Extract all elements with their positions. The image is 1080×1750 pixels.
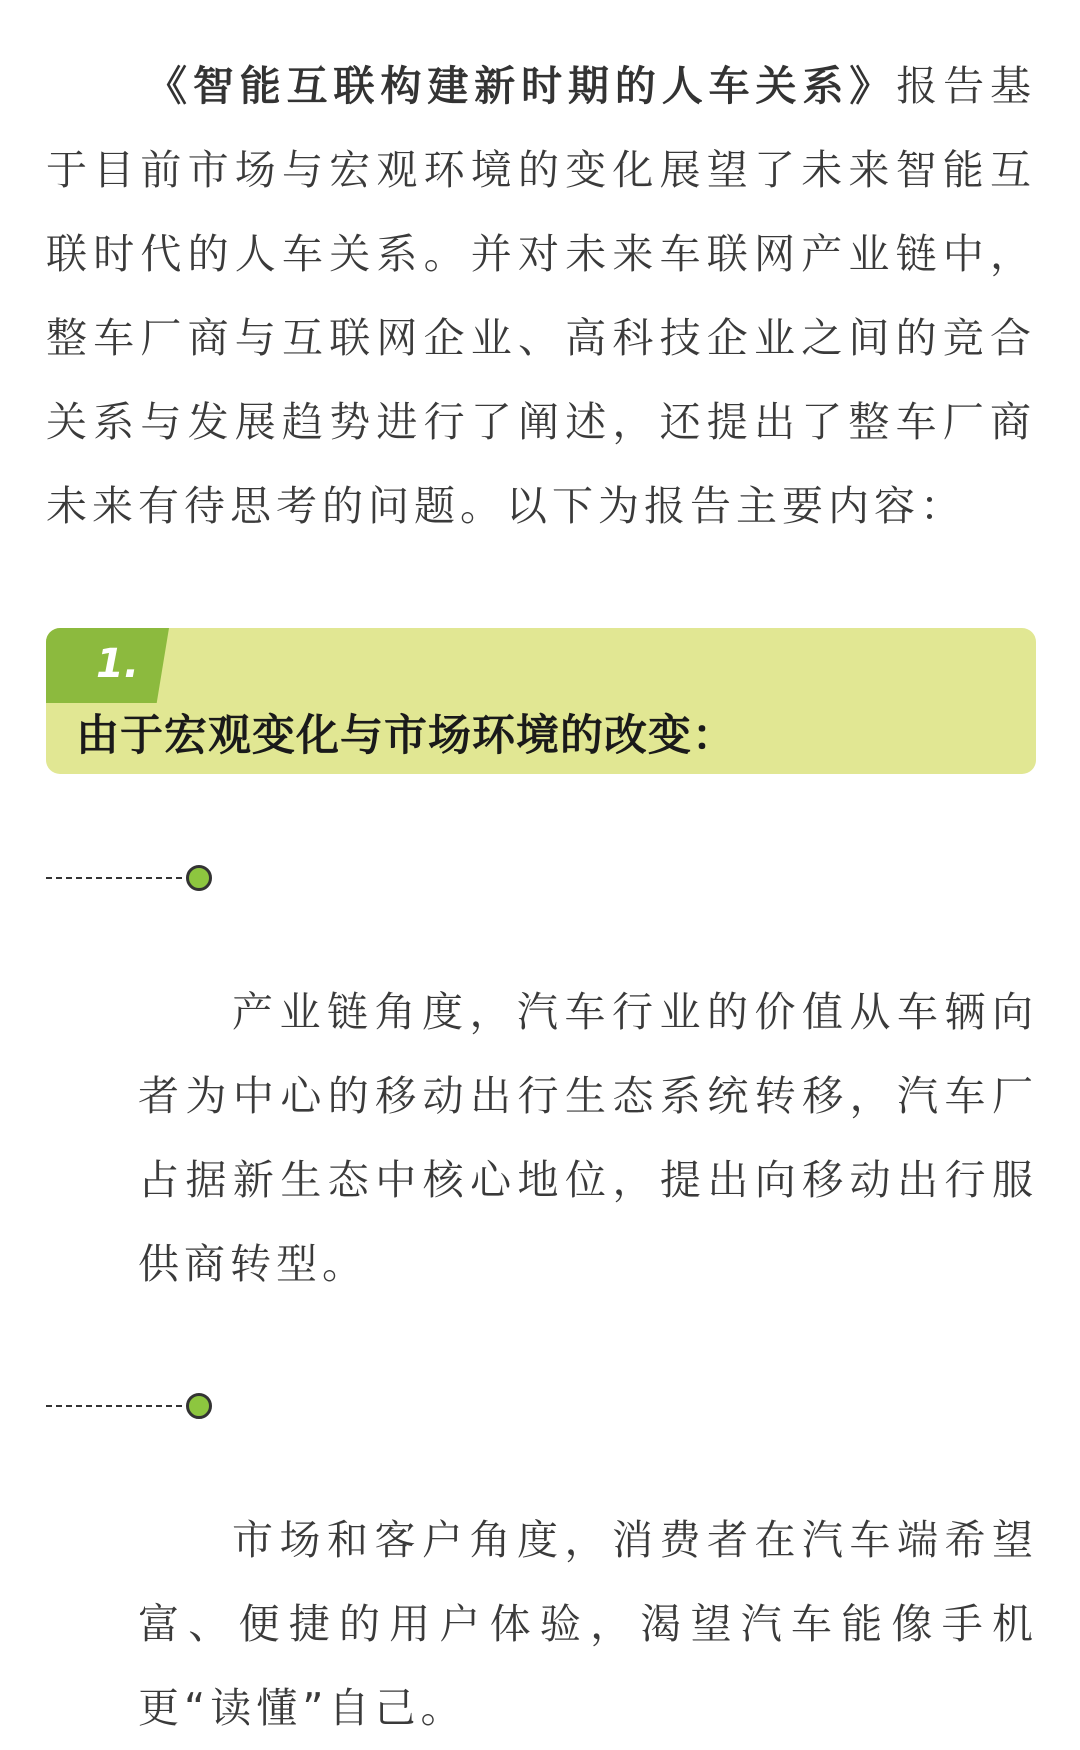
dashed-line: [46, 877, 182, 879]
bullet-paragraph-market: 市场和客户角度，消费者在汽车端希望富、便捷的用户体验，渴望汽车能像手机更“读懂”自己。: [138, 1516, 1038, 1732]
report-title: 《智能互联构建新时期的人车关系》: [146, 62, 897, 110]
green-dot-icon: [186, 865, 212, 891]
bullet-marker: [46, 1392, 216, 1420]
dashed-line: [46, 1405, 182, 1407]
intro-text: 报告基于目前市场与宏观环境的变化展望了未来智能互联时代的人车关系。并对未来车联网产业链中，整车厂商与互联网企业、高科技企业之间的竞合关系与发展趋势进行了阐述，还提出了整车厂商未来有待思考的问题。以下为报告主要内容：: [46, 62, 1037, 530]
bullet-paragraph-industry: 产业链角度，汽车行业的价值从车辆向者为中心的移动出行生态系统转移，汽车厂占据新生态中核心地位，提出向移动出行服供商转型。: [138, 988, 1038, 1288]
section-header: [46, 628, 1036, 774]
intro-paragraph: [46, 44, 1036, 548]
bullet-marker: [46, 864, 216, 892]
section-number: 1.: [96, 641, 140, 687]
green-dot-icon: [186, 1393, 212, 1419]
section-title: 由于宏观变化与市场环境的改变：: [76, 711, 736, 761]
